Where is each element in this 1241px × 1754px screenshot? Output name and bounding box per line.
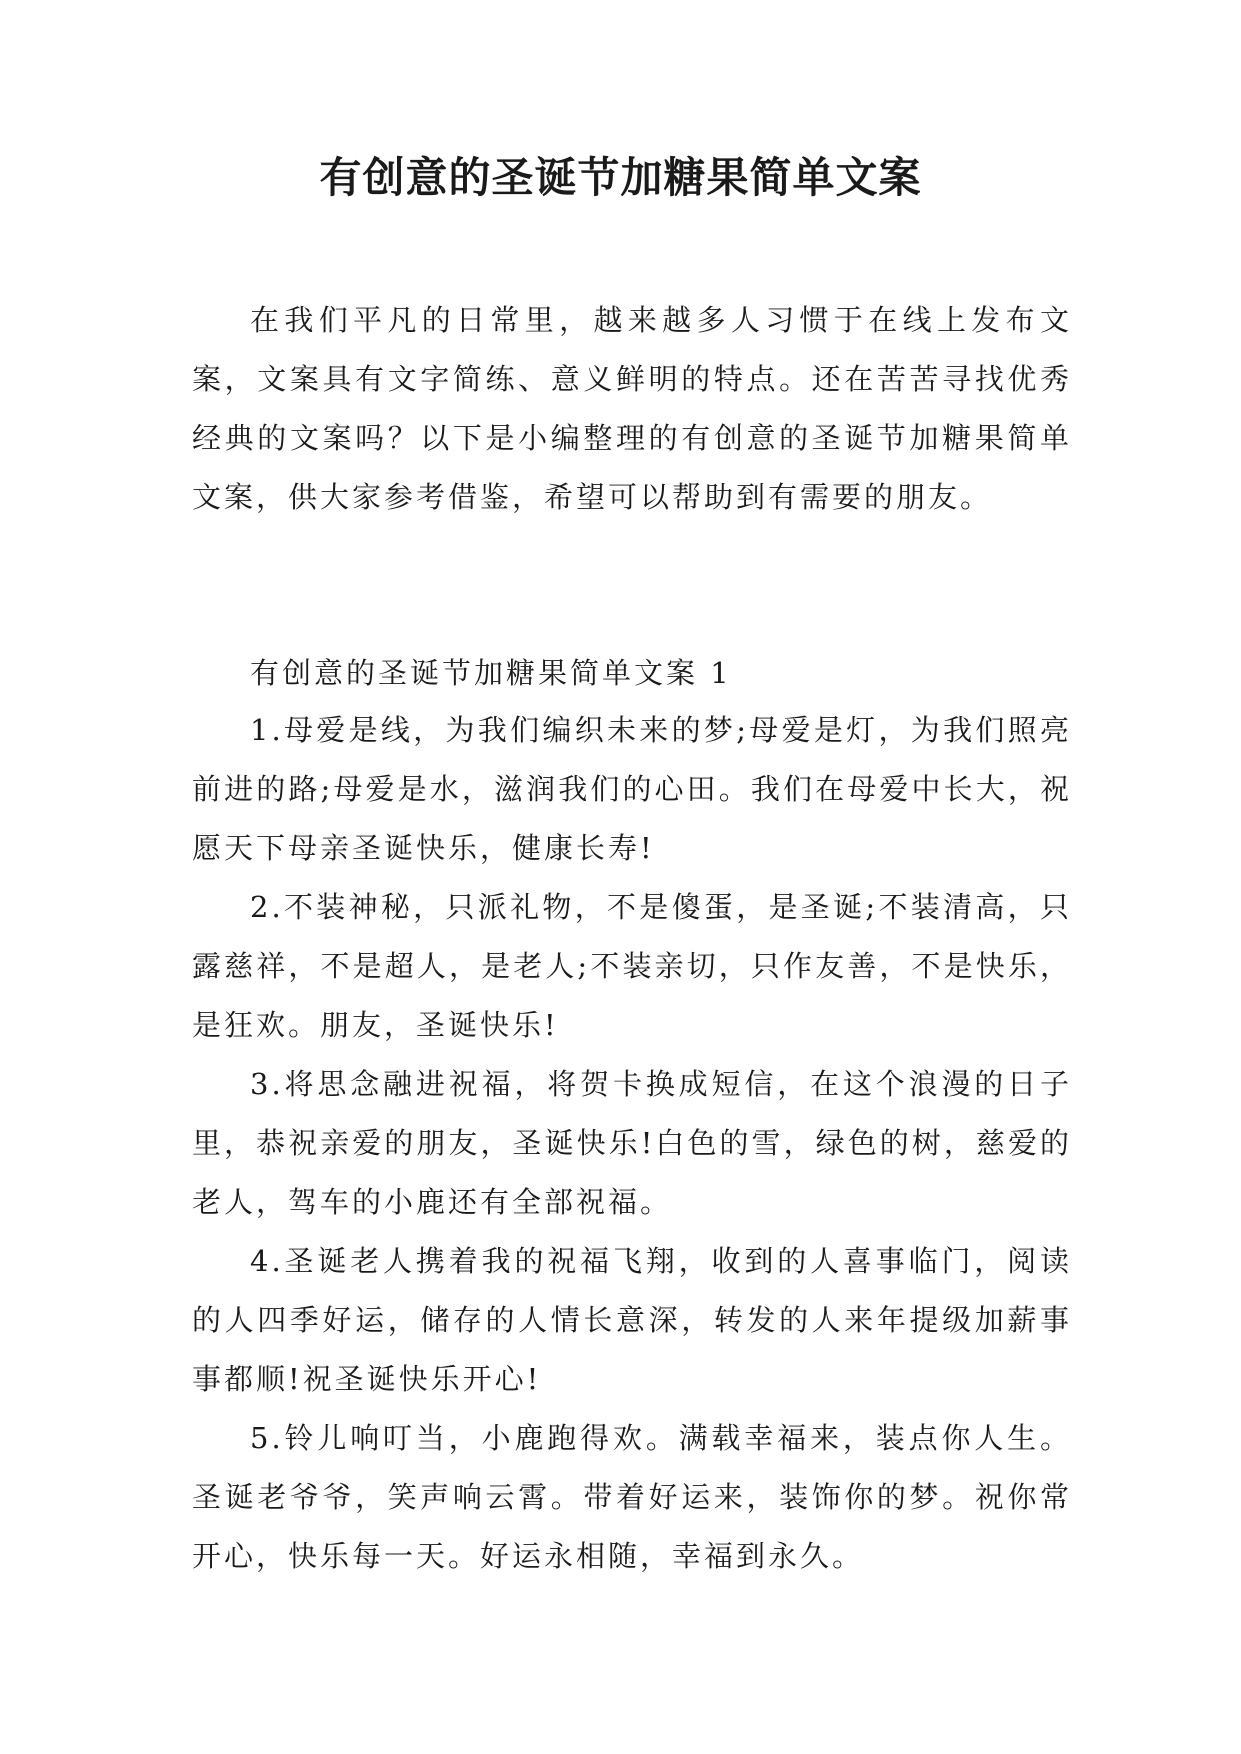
item-list bbox=[192, 701, 1072, 1586]
list-item: 3.将思念融进祝福，将贺卡换成短信，在这个浪漫的日子里，恭祝亲爱的朋友，圣诞快乐!白色的雪，绿色的树，慈爱的老人，驾车的小鹿还有全部祝福。 bbox=[192, 1067, 1072, 1219]
list-item: 2.不装神秘，只派礼物，不是傻蛋，是圣诞;不装清高，只露慈祥，不是超人，是老人;不装亲切，只作友善，不是快乐，是狂欢。朋友，圣诞快乐! bbox=[192, 890, 1072, 1042]
intro-paragraph: 在我们平凡的日常里，越来越多人习惯于在线上发布文案，文案具有文字简练、意义鲜明的特点。还在苦苦寻找优秀经典的文案吗？以下是小编整理的有创意的圣诞节加糖果简单文案，供大家参考借鉴，希望可以帮助到有需要的朋友。 bbox=[192, 303, 1072, 514]
section-heading: 有创意的圣诞节加糖果简单文案 1 bbox=[250, 656, 732, 690]
document-title: 有创意的圣诞节加糖果简单文案 bbox=[319, 153, 922, 202]
list-item: 1.母爱是线，为我们编织未来的梦;母爱是灯，为我们照亮前进的路;母爱是水，滋润我们的心田。我们在母爱中长大，祝愿天下母亲圣诞快乐，健康长寿! bbox=[192, 713, 1072, 865]
list-item: 5.铃儿响叮当，小鹿跑得欢。满载幸福来，装点你人生。圣诞老爷爷，笑声响云霄。带着好运来，装饰你的梦。祝你常开心，快乐每一天。好运永相随，幸福到永久。 bbox=[192, 1421, 1072, 1573]
list-item: 4.圣诞老人携着我的祝福飞翔，收到的人喜事临门，阅读的人四季好运，储存的人情长意深，转发的人来年提级加薪事事都顺!祝圣诞快乐开心! bbox=[192, 1244, 1072, 1396]
